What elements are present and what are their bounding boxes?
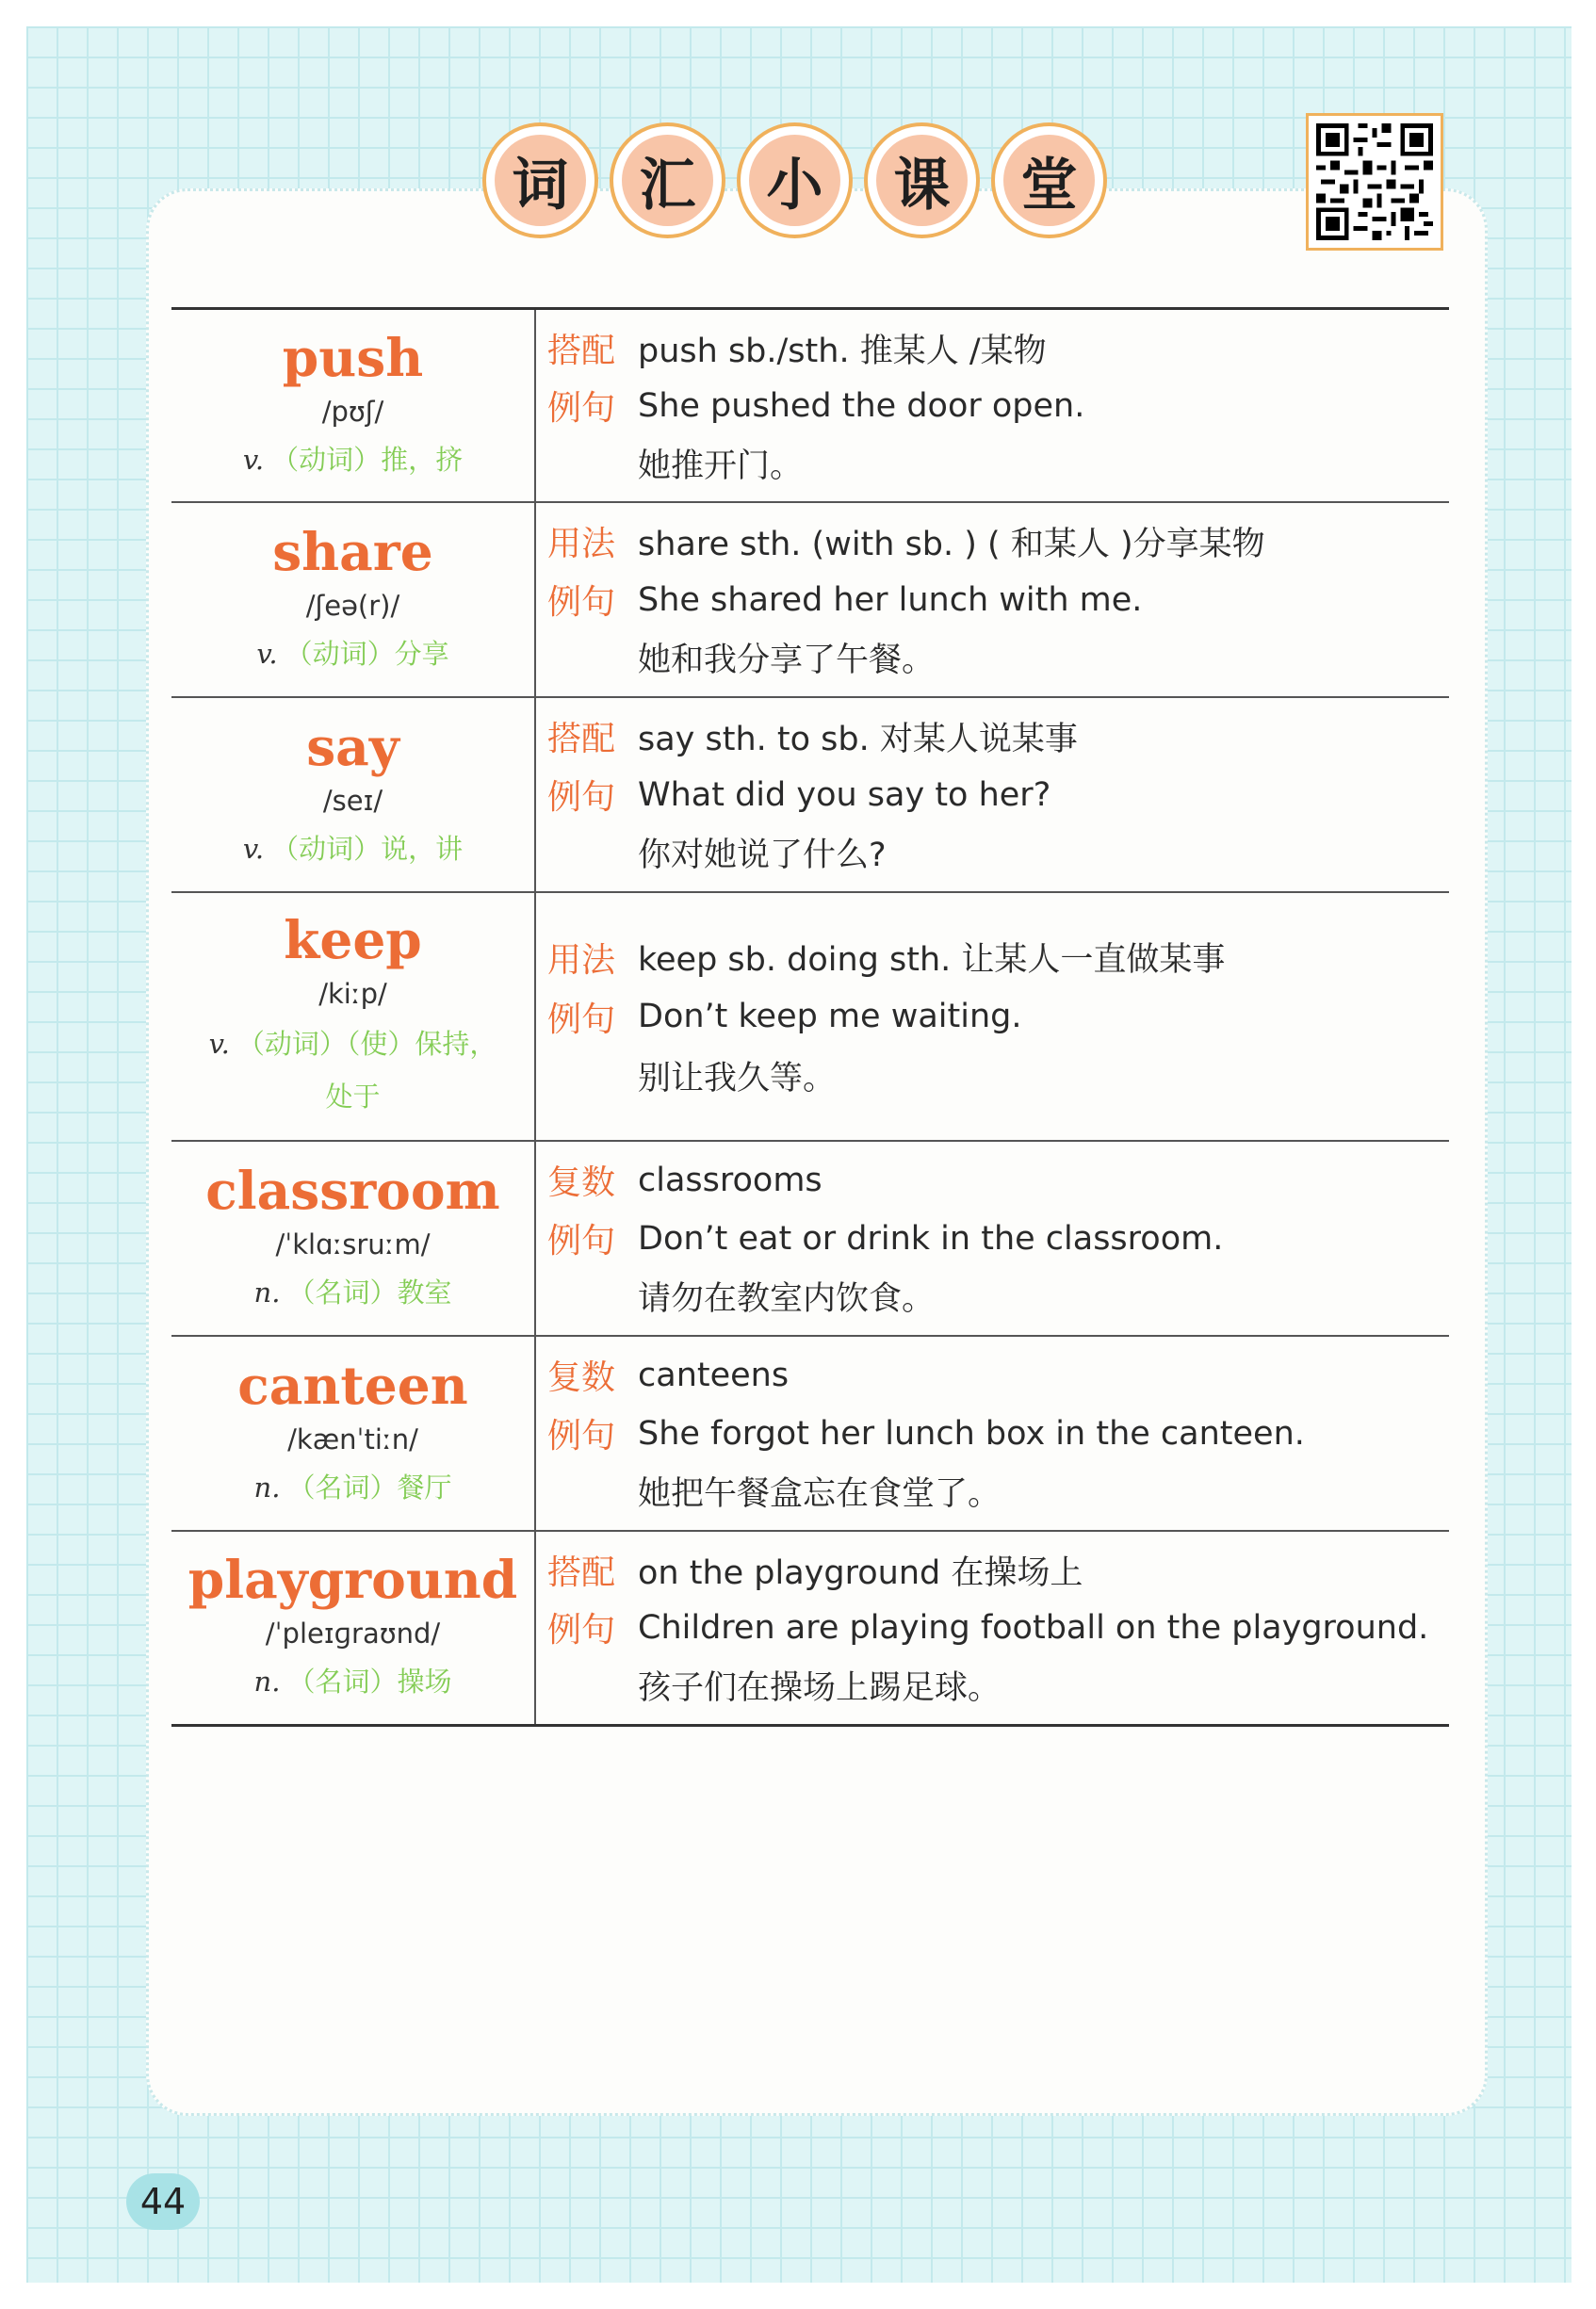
- headword: share: [272, 520, 433, 582]
- pos-meaning: （动词）（使）保持，: [236, 1028, 497, 1060]
- part-of-speech: [243, 824, 463, 873]
- translation-line: [547, 628, 1449, 687]
- detail-cell: [536, 1142, 1449, 1335]
- detail-cell: [536, 698, 1449, 891]
- detail-line: [547, 1405, 1449, 1463]
- detail-cell: [536, 310, 1449, 501]
- pos-meaning: （动词）说，讲: [271, 832, 464, 865]
- page-number: 44: [126, 2173, 200, 2230]
- detail-cell: [536, 1532, 1449, 1724]
- detail-line: [547, 928, 1449, 987]
- line-tag: 例句: [547, 778, 616, 817]
- pos-abbr: v.: [256, 637, 278, 670]
- pos-abbr: n.: [253, 1666, 281, 1698]
- pos-meaning: （名词）餐厅: [287, 1471, 452, 1504]
- pos-abbr: v.: [242, 443, 265, 476]
- word-cell: [171, 503, 536, 696]
- headword: playground: [187, 1549, 518, 1610]
- title-char: 堂: [1003, 135, 1095, 226]
- detail-line: [547, 1151, 1449, 1210]
- pos-meaning-cont: 处于: [325, 1081, 381, 1113]
- translation-line: [547, 434, 1449, 492]
- headword: classroom: [205, 1159, 500, 1221]
- detail-line: [547, 377, 1449, 434]
- line-text: on the playground 在操场上: [638, 1553, 1083, 1592]
- title-char: 汇: [622, 135, 713, 226]
- phonetic: /ʃeə(r)/: [305, 589, 400, 622]
- pos-meaning: （名词）操场: [287, 1666, 452, 1698]
- line-tag: 例句: [547, 1611, 616, 1650]
- word-cell: [171, 1142, 536, 1335]
- part-of-speech: [254, 1463, 452, 1512]
- line-text: classrooms: [638, 1161, 822, 1199]
- line-tag: 搭配: [547, 332, 616, 370]
- section-title: [482, 122, 1123, 254]
- vocabulary-table: [171, 307, 1449, 1727]
- word-cell: [171, 1337, 536, 1530]
- word-cell: [171, 698, 536, 891]
- part-of-speech: [243, 435, 463, 484]
- detail-line: [547, 707, 1449, 766]
- part-of-speech: [256, 629, 448, 678]
- pos-abbr: v.: [208, 1028, 230, 1060]
- part-of-speech: [209, 1017, 497, 1123]
- table-row: [171, 310, 1449, 503]
- qr-code[interactable]: [1306, 113, 1443, 251]
- line-text: keep sb. doing sth. 让某人一直做某事: [638, 941, 1226, 979]
- phonetic: /kiːp/: [318, 978, 387, 1010]
- part-of-speech: [254, 1657, 452, 1706]
- line-tag: 复数: [547, 1163, 616, 1203]
- qr-code-icon: [1316, 123, 1433, 240]
- translation-line: [547, 823, 1449, 882]
- detail-cell: [536, 503, 1449, 696]
- headword: push: [282, 326, 424, 388]
- detail-line: [547, 987, 1449, 1047]
- detail-cell: [536, 893, 1449, 1140]
- pos-abbr: n.: [253, 1471, 281, 1504]
- table-row: [171, 1142, 1449, 1337]
- line-tag: 复数: [547, 1358, 616, 1398]
- phonetic: /ˈpleɪɡraʊnd/: [265, 1618, 441, 1650]
- line-text: 请勿在教室内饮食。: [638, 1280, 936, 1319]
- line-tag: 用法: [547, 940, 616, 980]
- word-cell: [171, 1532, 536, 1724]
- detail-line: [547, 571, 1449, 629]
- phonetic: /ˈklɑːsruːm/: [275, 1228, 431, 1260]
- pos-meaning: （动词）分享: [285, 637, 449, 670]
- pos-abbr: v.: [242, 832, 265, 865]
- title-badge: [991, 122, 1107, 238]
- line-tag: 例句: [547, 1417, 616, 1455]
- table-row: [171, 503, 1449, 698]
- translation-line: [547, 1047, 1449, 1106]
- line-text: share sth. (with sb. ) ( 和某人 )分享某物: [638, 525, 1265, 563]
- line-text: push sb./sth. 推某人 /某物: [638, 332, 1047, 370]
- headword: say: [306, 715, 399, 777]
- line-text: Don’t eat or drink in the classroom.: [638, 1219, 1224, 1258]
- pos-meaning: （动词）推，挤: [271, 443, 464, 476]
- line-tag: 搭配: [547, 720, 616, 759]
- detail-line: [547, 1346, 1449, 1405]
- detail-line: [547, 766, 1449, 824]
- phonetic: /pʊʃ/: [321, 395, 384, 428]
- detail-line: [547, 1210, 1449, 1268]
- translation-line: [547, 1462, 1449, 1520]
- detail-cell: [536, 1337, 1449, 1530]
- title-char: 词: [495, 135, 586, 226]
- phonetic: /kænˈtiːn/: [287, 1423, 418, 1455]
- headword: keep: [284, 909, 422, 970]
- line-text: She forgot her lunch box in the canteen.: [638, 1414, 1305, 1453]
- title-badge: [482, 122, 598, 238]
- translation-line: [547, 1267, 1449, 1325]
- translation-line: [547, 1657, 1449, 1715]
- line-text: canteens: [638, 1356, 790, 1394]
- title-char: 课: [876, 135, 968, 226]
- line-text: She pushed the door open.: [638, 386, 1085, 425]
- table-row: [171, 893, 1449, 1142]
- detail-line: [547, 319, 1449, 377]
- line-tag: 用法: [547, 525, 616, 564]
- table-row: [171, 1337, 1449, 1532]
- line-tag: 例句: [547, 1222, 616, 1260]
- line-text: 她推开门。: [638, 447, 804, 485]
- line-text: She shared her lunch with me.: [638, 580, 1143, 619]
- table-row: [171, 1532, 1449, 1727]
- line-text: 你对她说了什么?: [638, 837, 887, 875]
- title-char: 小: [749, 135, 840, 226]
- title-badge: [864, 122, 980, 238]
- detail-line: [547, 1541, 1449, 1599]
- line-text: Children are playing football on the playground.: [638, 1608, 1429, 1647]
- line-tag: 例句: [547, 389, 616, 428]
- title-badge: [610, 122, 725, 238]
- detail-line: [547, 512, 1449, 571]
- line-text: say sth. to sb. 对某人说某事: [638, 720, 1078, 758]
- pos-meaning: （名词）教室: [287, 1276, 452, 1309]
- table-row: [171, 698, 1449, 893]
- headword: canteen: [237, 1354, 468, 1416]
- line-text: 孩子们在操场上踢足球。: [638, 1669, 1002, 1708]
- word-cell: [171, 893, 536, 1140]
- title-badge: [737, 122, 853, 238]
- line-tag: 例句: [547, 1000, 616, 1039]
- line-text: What did you say to her?: [638, 775, 1051, 814]
- word-cell: [171, 310, 536, 501]
- line-text: 她和我分享了午餐。: [638, 642, 936, 680]
- phonetic: /seɪ/: [322, 784, 383, 817]
- detail-line: [547, 1599, 1449, 1656]
- part-of-speech: [254, 1268, 452, 1317]
- line-tag: 例句: [547, 583, 616, 622]
- pos-abbr: n.: [253, 1276, 281, 1309]
- line-text: 别让我久等。: [638, 1060, 837, 1098]
- line-tag: 搭配: [547, 1553, 616, 1593]
- line-text: Don’t keep me waiting.: [638, 998, 1022, 1035]
- line-text: 她把午餐盒忘在食堂了。: [638, 1475, 1002, 1514]
